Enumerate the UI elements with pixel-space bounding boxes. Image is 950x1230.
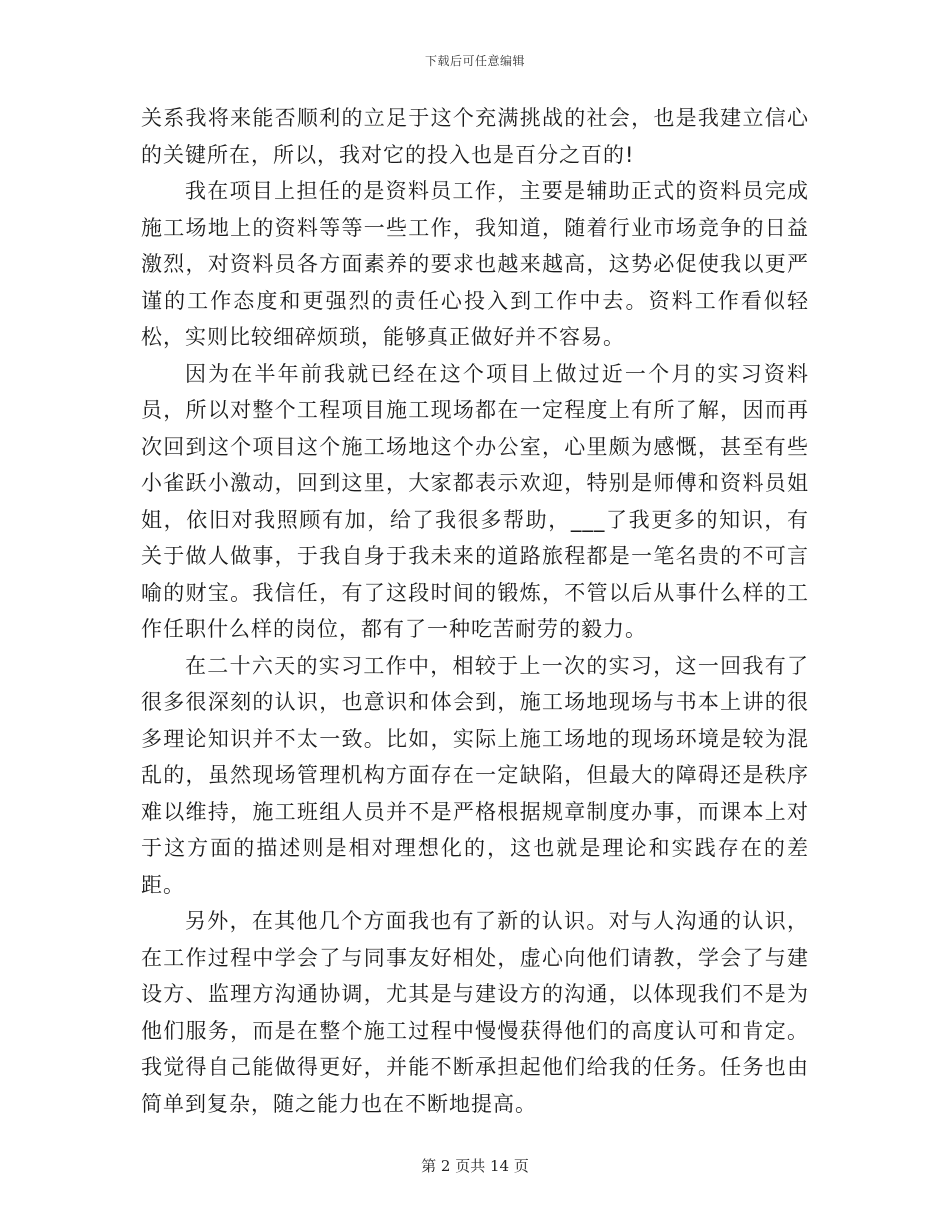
- paragraph-communication: 另外，在其他几个方面我也有了新的认识。对与人沟通的认识，在工作过程中学会了与同事友好相处，虚心向他们请教，学会了与建设方、监理方沟通协调，尤其是与建设方的沟通，以体现我们不是为他们服务，而是在整个施工过程中慢慢获得他们的高度认可和肯定。我觉得自己能做得更好，并能不断承担起他们给我的任务。任务也由简单到复杂，随之能力也在不断地提高。: [141, 909, 809, 1116]
- page-number: 第 2 页共 14 页: [421, 1157, 529, 1175]
- document-body: [141, 100, 809, 1122]
- paragraph-continuation: 关系我将来能否顺利的立足于这个充满挑战的社会，也是我建立信心的关键所在，所以，我对它的投入也是百分之百的!: [141, 106, 809, 167]
- paragraph-insights: 在二十六天的实习工作中，相较于上一次的实习，这一回我有了很多很深刻的认识，也意识和体会到，施工场地现场与书本上讲的很多理论知识并不太一致。比如，实际上施工场地的现场环境是较为混乱的，虽然现场管理机构方面存在一定缺陷，但最大的障碍还是秩序难以维持，施工班组人员并不是严格根据规章制度办事，而课本上对于这方面的描述则是相对理想化的，这也就是理论和实践存在的差距。: [141, 653, 809, 897]
- page-header: 下载后可任意编辑: [424, 54, 525, 68]
- paragraph-role: 我在项目上担任的是资料员工作，主要是辅助正式的资料员完成施工场地上的资料等等一些工作，我知道，随着行业市场竞争的日益激烈，对资料员各方面素养的要求也越来越高，这势必促使我以更严谨的工作态度和更强烈的责任心投入到工作中去。资料工作看似轻松，实则比较细碎烦琐，能够真正做好并不容易。: [141, 179, 809, 349]
- paragraph-return: 因为在半年前我就已经在这个项目上做过近一个月的实习资料员，所以对整个工程项目施工现场都在一定程度上有所了解，因而再次回到这个项目这个施工场地这个办公室，心里颇为感慨，甚至有些小雀跃小激动，回到这里，大家都表示欢迎，特别是师傅和资料员姐姐，依旧对我照顾有加，给了我很多帮助，___了我更多的知识，有关于做人做事，于我自身于我未来的道路旅程都是一笔名贵的不可言喻的财宝。我信任，有了这段时间的锻炼，不管以后从事什么样的工作任职什么样的岗位，都有了一种吃苦耐劳的毅力。: [141, 361, 809, 641]
